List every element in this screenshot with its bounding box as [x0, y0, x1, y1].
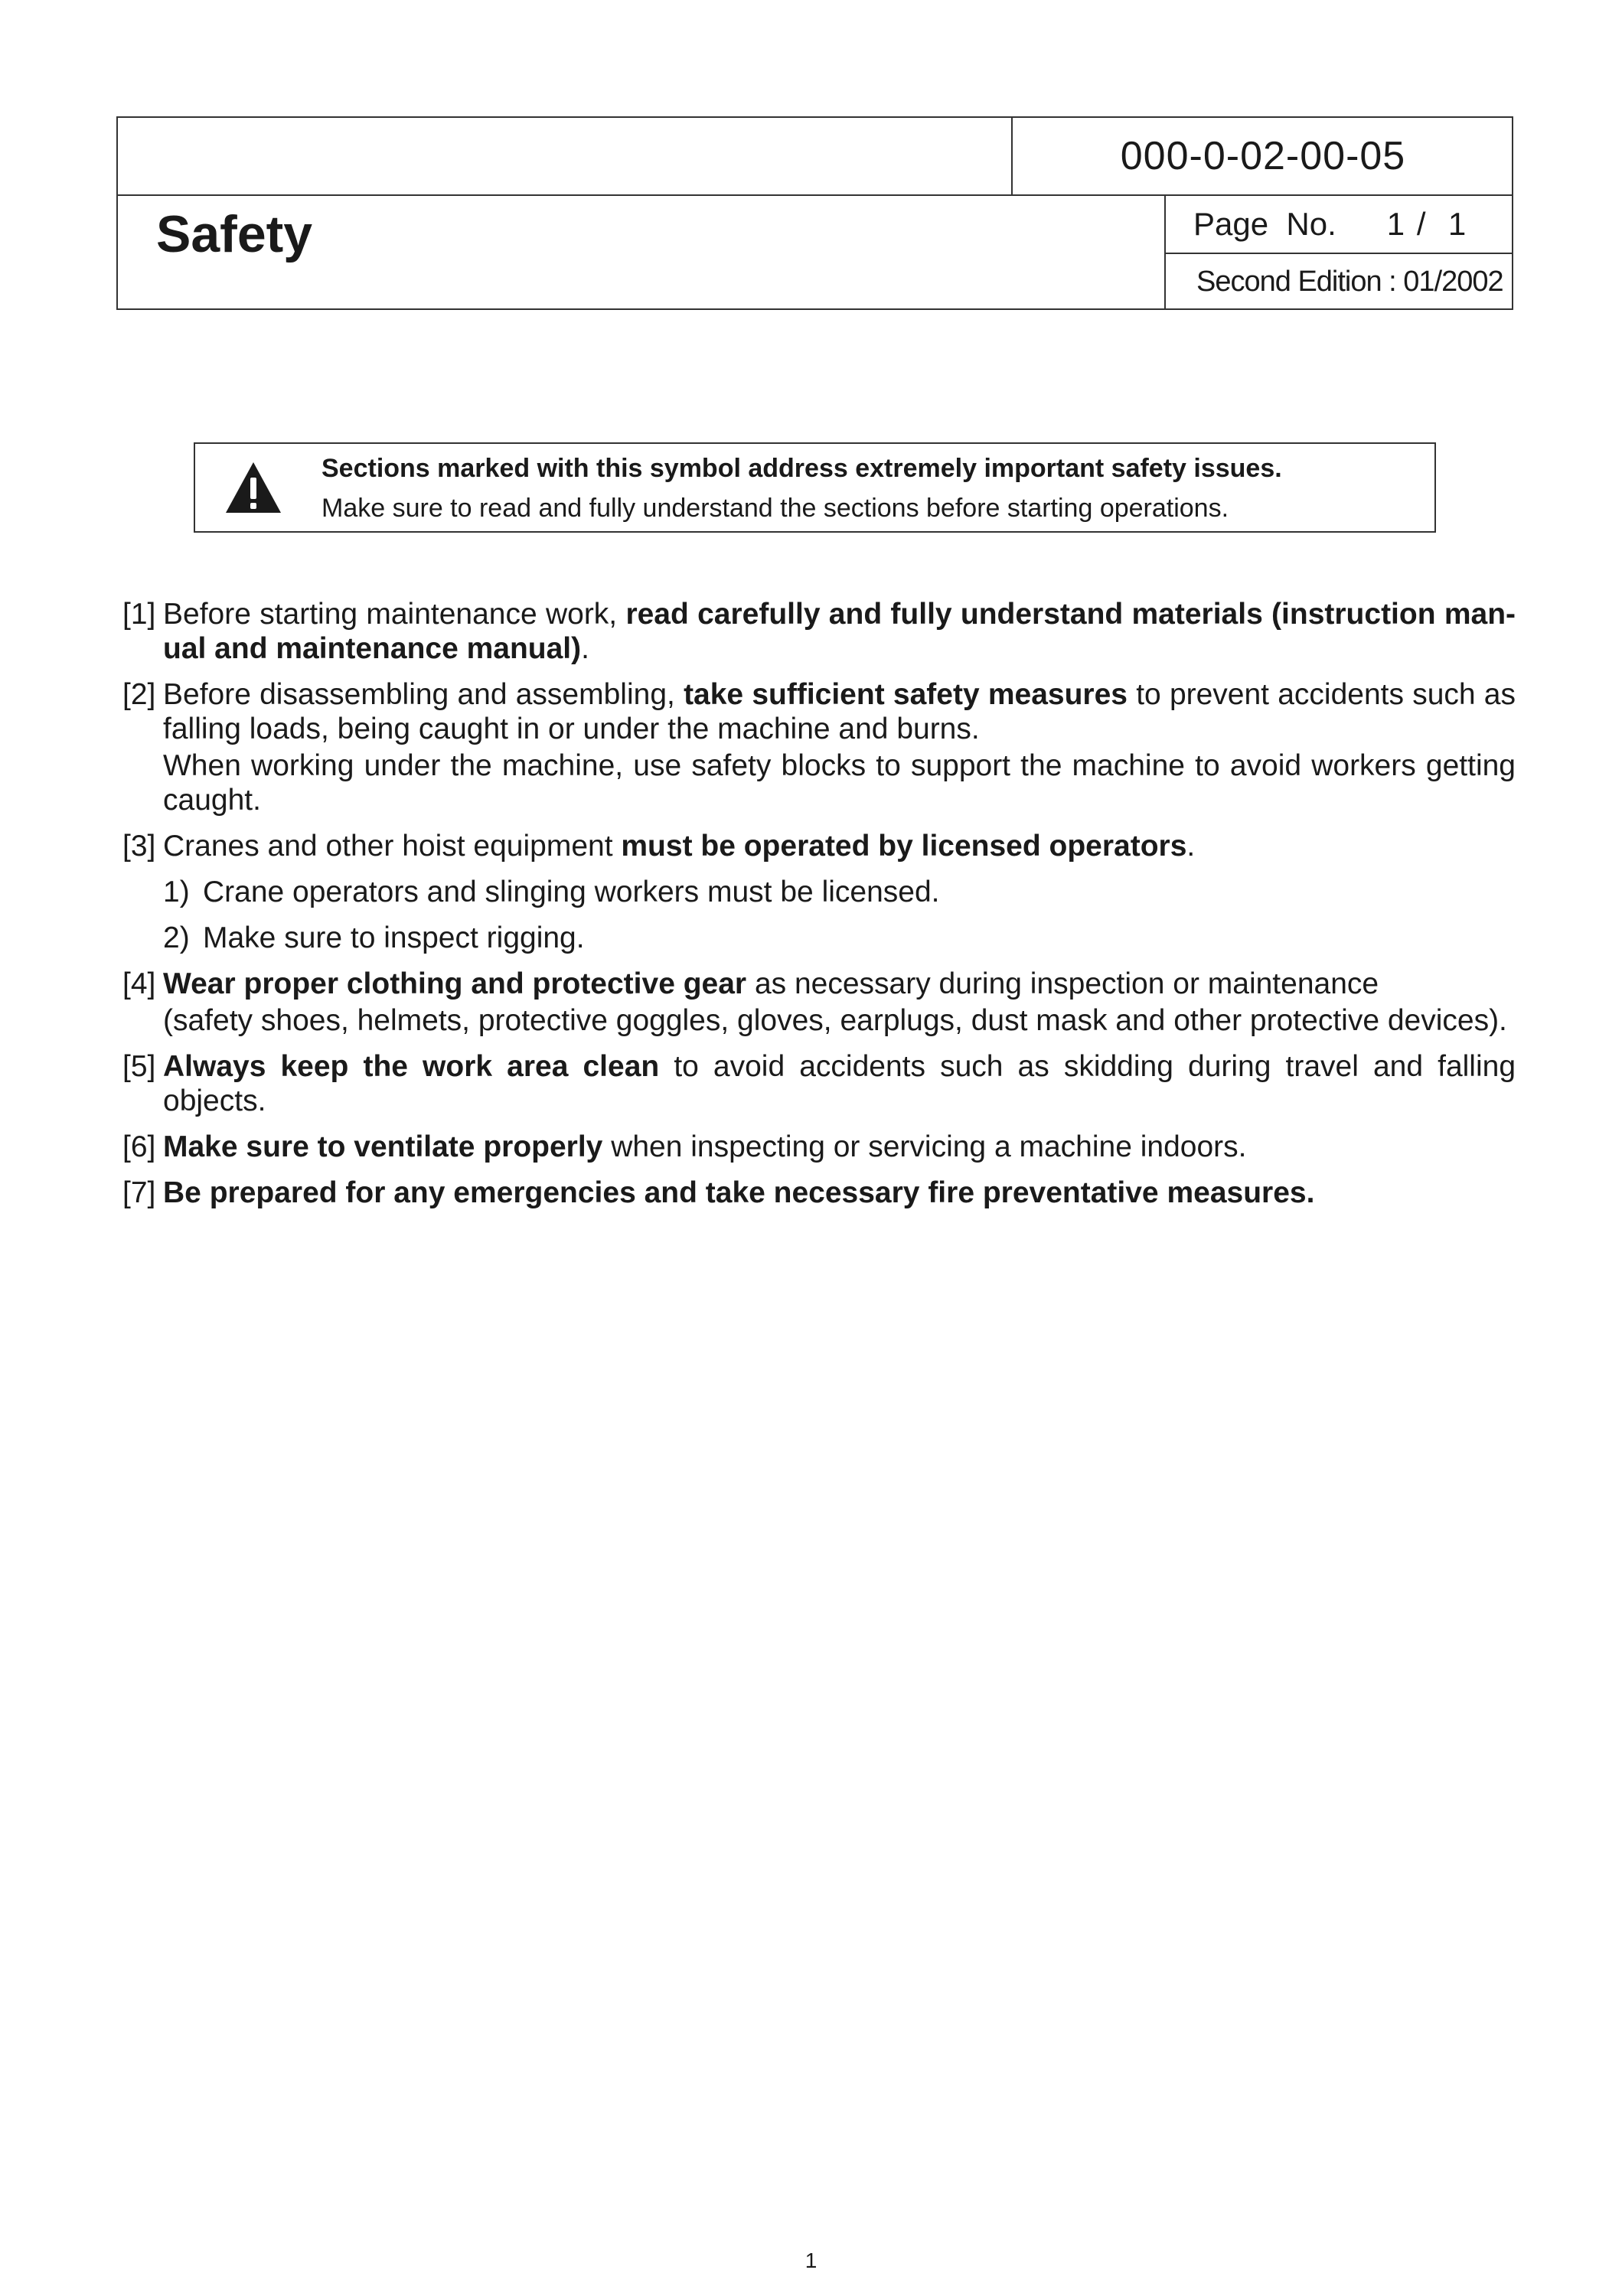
item-number: [5] — [122, 1050, 156, 1083]
item-number: [6] — [122, 1130, 156, 1163]
item-text-normal: Cranes and other hoist equipment — [163, 830, 622, 863]
item-text — [163, 1049, 1524, 1118]
item-extra-text: When working under the machine, use safety blocks to support the machine to avoid workers getting caught. — [163, 749, 1516, 817]
sub-item-text: Make sure to inspect rigging. — [203, 921, 585, 954]
item-text — [163, 829, 1516, 863]
document-number: 000-0-02-00-05 — [1120, 134, 1406, 178]
list-item — [122, 1176, 1516, 1210]
notice-text: Make sure to read and fully understand the sections before starting operations. — [321, 494, 1229, 523]
document-header — [116, 116, 1513, 310]
item-text-normal: . — [1186, 830, 1196, 863]
list-item — [122, 1049, 1524, 1118]
sub-item-number: 1) — [163, 876, 190, 908]
item-text-bold: Be prepared for any emergencies and take necessary fire preventative measures. — [163, 1176, 1315, 1209]
item-text-normal: as necessary during inspection or maintenance — [746, 967, 1379, 1000]
item-extra-text: (safety shoes, helmets, protective goggles, gloves, earplugs, dust mask and other protective devices). — [163, 1004, 1507, 1037]
list-item — [122, 829, 1516, 863]
safety-notice-box — [194, 442, 1436, 533]
sub-item-text: Crane operators and slinging workers must be licensed. — [203, 876, 940, 908]
item-text-normal: to prevent accidents such as falling loads, being caught in or under the machine and burns. — [163, 678, 1524, 745]
sub-list-item — [122, 921, 1516, 955]
item-text — [163, 1176, 1516, 1210]
item-text-normal: when inspecting or servicing a machine indoors. — [602, 1130, 1247, 1163]
edition-field — [1166, 254, 1513, 310]
item-text-normal: Before starting maintenance work, — [163, 598, 626, 631]
item-text-normal: to avoid accidents such as skidding during travel and falling objects. — [163, 1050, 1524, 1117]
item-number: [2] — [122, 678, 156, 711]
page-number-label: Page No. — [1193, 206, 1336, 242]
item-text-bold: Make sure to ventilate properly — [163, 1130, 603, 1163]
list-item — [122, 677, 1524, 817]
item-text-bold: take sufficient safety measures — [684, 678, 1128, 711]
item-text-bold: Always keep the work area clean — [163, 1050, 660, 1083]
item-text — [163, 1130, 1516, 1164]
list-item — [122, 1130, 1516, 1164]
item-number: [4] — [122, 967, 156, 1000]
warning-triangle-icon — [224, 461, 282, 514]
item-text — [163, 967, 1516, 1001]
sub-list-item — [122, 875, 1516, 909]
list-item — [122, 967, 1516, 1038]
item-text — [163, 677, 1524, 746]
page-number-value: 1 / 1 — [1386, 206, 1468, 242]
item-text-bold: must be operated by licensed operators — [621, 830, 1187, 863]
notice-heading: Sections marked with this symbol address extremely important safety issues. — [321, 454, 1282, 483]
page-title: Safety — [156, 205, 313, 263]
item-number: [3] — [122, 830, 156, 863]
item-number: [7] — [122, 1176, 156, 1209]
footer-page-number: 1 — [804, 2249, 818, 2272]
list-item — [122, 597, 1516, 666]
item-number: [1] — [122, 598, 156, 631]
item-text-normal: . — [581, 632, 589, 665]
sub-item-number: 2) — [163, 921, 190, 954]
safety-rules-list — [122, 597, 1524, 1221]
item-text-normal: Before disassembling and assembling, — [163, 678, 684, 711]
page-number-field — [1166, 196, 1513, 253]
item-text — [163, 597, 1516, 666]
edition-label: Second Edition : 01/2002 — [1196, 266, 1503, 298]
item-text-bold: Wear proper clothing and protective gear — [163, 967, 747, 1000]
item-text-bold: read carefully and fully understand materials (instruction man-ual and maintenance manual) — [163, 598, 1516, 665]
